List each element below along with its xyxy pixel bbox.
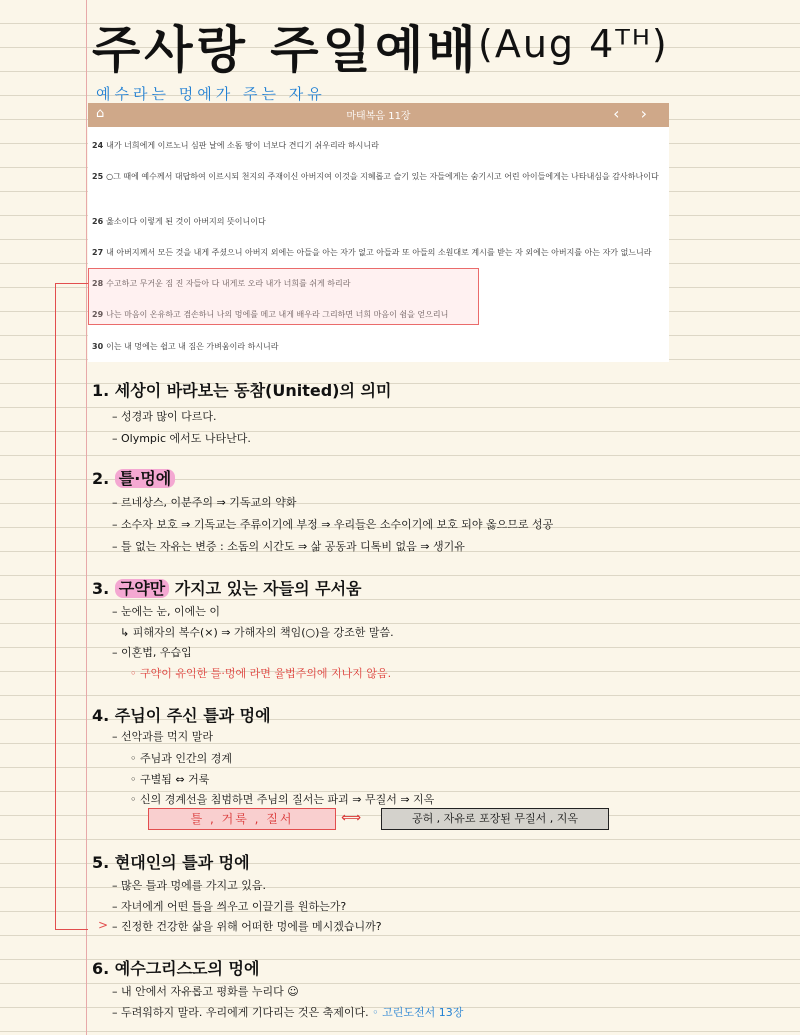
section-4-line-3: ◦ 구별됨 ⇔ 거룩 [130, 773, 210, 786]
chapter-nav-icons[interactable]: ‹ › [613, 104, 655, 123]
section-6-line-1: – 내 안에서 자유롭고 평화를 누리다 ☺ [112, 985, 299, 998]
section-4-line-1: – 선악과를 먹지 말라 [112, 730, 213, 743]
section-2-heading: 2. 틀·멍에 [92, 466, 175, 489]
verse-24: 24 내가 너희에게 이르노니 심판 날에 소돔 땅이 너보다 견디기 쉬우리라 하시니라 [92, 141, 379, 150]
sermon-subtitle: 예수라는 멍에가 주는 자유 [96, 85, 326, 103]
section-1-heading: 1. 세상이 바라보는 동참(United)의 의미 [92, 381, 392, 400]
double-arrow-icon: ⟺ [341, 810, 362, 826]
highlighted-term: 구약만 [115, 579, 169, 598]
order-keywords-box: 틀 , 거룩 , 질서 [148, 808, 336, 830]
section-4-line-4: ◦ 신의 경계선을 침범하면 주님의 질서는 파괴 ⇒ 무질서 ⇒ 지옥 [130, 793, 435, 806]
verse-28: 28 수고하고 무거운 짐 진 자들아 다 내게로 오라 내가 너희를 쉬게 하리라 [92, 279, 351, 288]
section-6-heading: 6. 예수그리스도의 멍에 [92, 959, 260, 978]
bracket-arrow-icon: > [98, 918, 109, 932]
section-5-line-2: – 자녀에게 어떤 틀을 씌우고 이끌기를 원하는가? [112, 900, 347, 913]
section-4-line-2: ◦ 주님과 인간의 경계 [130, 752, 232, 765]
page-title: 주사랑 주일예배 [92, 21, 480, 79]
section-3-line-3: – 이혼법, 우습입 [112, 646, 192, 659]
section-1-line-1: – 성경과 많이 다르다. [112, 410, 217, 423]
section-6-line-2: – 두려워하지 말라. 우리에게 기다리는 것은 축제이다. ◦ 고린도전서 13장 [112, 1006, 464, 1019]
section-5-heading: 5. 현대인의 틀과 멍에 [92, 853, 250, 872]
section-3-line-1: – 눈에는 눈, 이에는 이 [112, 605, 220, 618]
bible-toolbar [88, 103, 669, 127]
section-3-line-2: ↳ 피해자의 복수(×) ⇒ 가해자의 책임(○)을 강조한 말씀. [120, 626, 394, 639]
date-label: (Aug 4ᵀᴴ) [478, 22, 669, 66]
scripture-reference: ◦ 고린도전서 13장 [372, 1006, 464, 1019]
section-5-line-3: – 진정한 건강한 삶을 위해 어떠한 멍에를 메시겠습니까? [112, 920, 382, 933]
verse-27: 27 내 아버지께서 모든 것을 내게 주셨으니 아버지 외에는 아들을 아는 자가 없고 아들과 또 아들의 소원대로 계시를 받는 자 외에는 아버지를 아는 자가 없느니라 [92, 248, 652, 257]
home-icon[interactable]: ⌂ [96, 106, 105, 121]
highlighted-term: 틀·멍에 [115, 469, 175, 488]
verse-25: 25 ○그 때에 예수께서 대답하여 이르시되 천지의 주재이신 아버지여 이것을 지혜롭고 슬기 있는 자들에게는 숨기시고 어린 아이들에게는 나타내심을 감사하나이다 [92, 172, 659, 181]
verse-26: 26 옳소이다 이렇게 된 것이 아버지의 뜻이니이다 [92, 217, 266, 226]
disorder-keywords-box: 공허 , 자유로 포장된 무질서 , 지옥 [381, 808, 609, 830]
verse-29: 29 나는 마음이 온유하고 겸손하니 나의 멍에를 메고 내게 배우라 그리하면 너희 마음이 쉼을 얻으리니 [92, 310, 449, 319]
section-1-line-2: – Olympic 에서도 나타난다. [112, 432, 251, 445]
section-2-line-2: – 소수자 보호 ⇒ 기독교는 주류이기에 부정 ⇒ 우리들은 소수이기에 보호 되야 옳으므로 성공 [112, 518, 554, 531]
section-2-line-3: – 틀 없는 자유는 변증 : 소돔의 시간도 ⇒ 삶 공동과 디톡비 없음 ⇒ 생기유 [112, 540, 465, 553]
section-2-line-1: – 르네상스, 이분주의 ⇒ 기독교의 약화 [112, 496, 297, 509]
section-5-line-1: – 많은 틀과 멍에를 가지고 있음. [112, 879, 266, 892]
red-bracket-connector [55, 283, 88, 930]
section-4-heading: 4. 주님이 주신 틀과 멍에 [92, 706, 271, 725]
section-3-heading: 3. 구약만 가지고 있는 자들의 무서움 [92, 579, 362, 598]
verse-highlight-box [88, 268, 479, 325]
section-3-line-4: ◦ 구약이 유익한 틀·멍에 라면 율법주의에 지나지 않음. [130, 667, 392, 680]
verse-30: 30 이는 내 멍에는 쉽고 내 짐은 가벼움이라 하시니라 [92, 342, 279, 351]
bible-chapter-title: 마태복음 11장 [346, 111, 411, 122]
